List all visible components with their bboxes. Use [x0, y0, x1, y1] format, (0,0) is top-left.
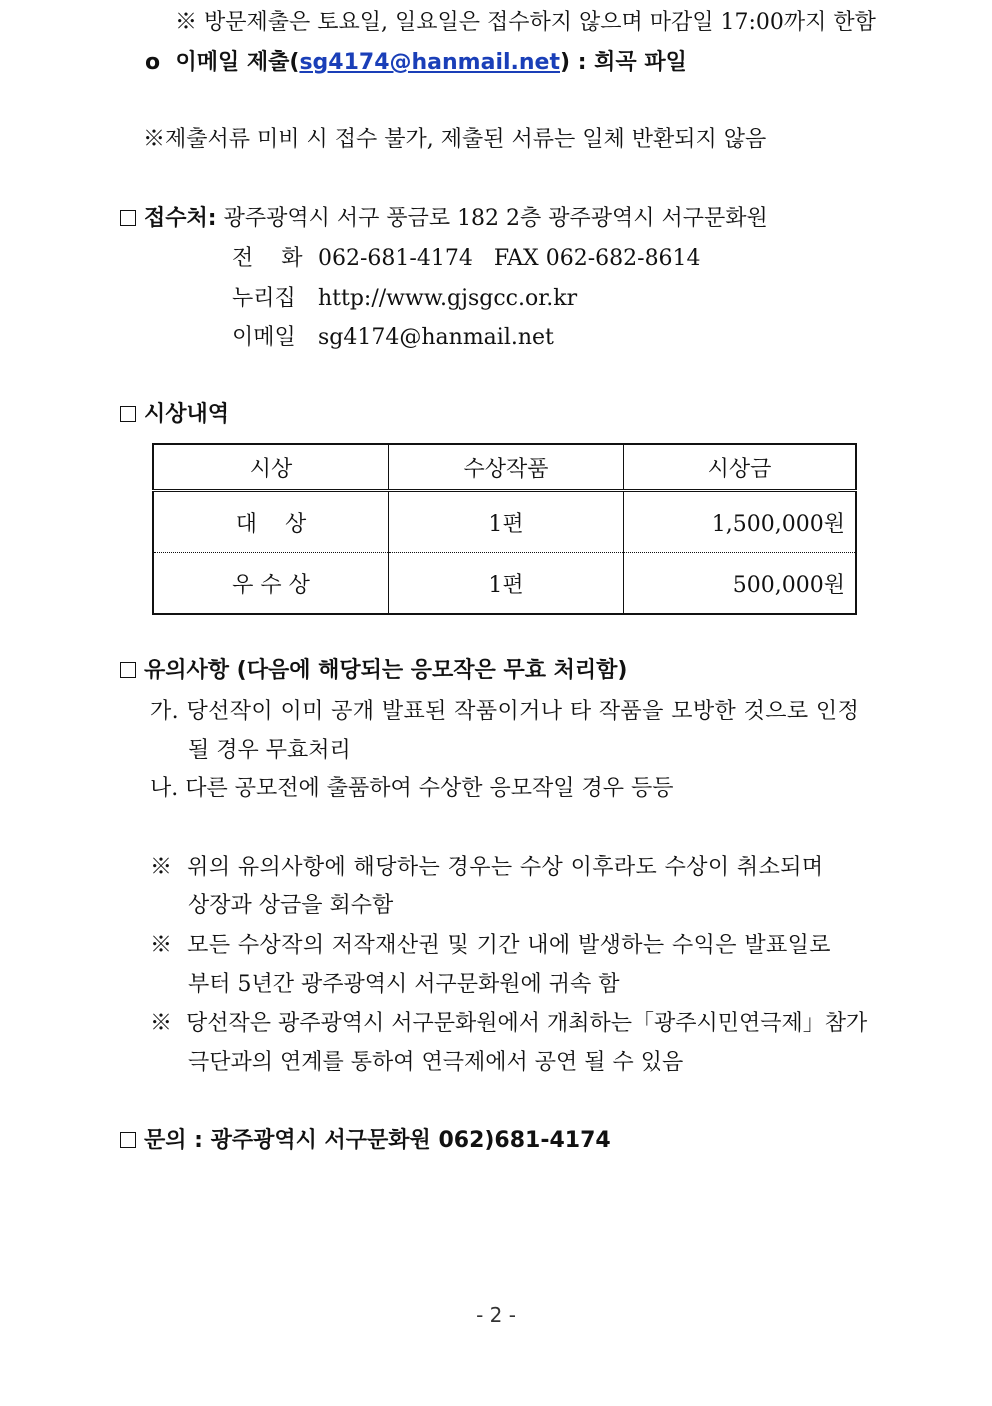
- caution-note-1: ※ 위의 유의사항에 해당하는 경우는 수상 이후라도 수상이 취소되며: [150, 855, 824, 880]
- awards-section: [120, 400, 229, 430]
- table-row: [153, 491, 856, 553]
- reception-row-value: 062-681-4174 FAX 062-682-8614: [318, 246, 701, 271]
- award-name: 우 수 상: [232, 572, 310, 598]
- caution-note-2-cont: 부터 5년간 광주광역시 서구문화원에 귀속 함: [188, 972, 620, 997]
- inquiry-text: 문의 : 광주광역시 서구문화원 062)681-4174: [144, 1128, 611, 1153]
- reception-row-website: [232, 284, 577, 314]
- checkbox-square-icon: [120, 210, 136, 226]
- award-prize: 500,000원: [624, 553, 857, 615]
- awards-table: [152, 443, 857, 615]
- bullet: o: [145, 50, 161, 75]
- reception-row-label: 전 화: [232, 246, 303, 271]
- caution-note-2: ※ 모든 수상작의 저작재산권 및 기간 내에 발생하는 수익은 발표일로: [150, 933, 831, 958]
- reception-address: 광주광역시 서구 풍금로 182 2층 광주광역시 서구문화원: [223, 206, 768, 231]
- checkbox-square-icon: [120, 406, 136, 422]
- caution-item-b: 나. 다른 공모전에 출품하여 수상한 응모작일 경우 등등: [150, 776, 674, 801]
- email-submission-prefix: 이메일 제출(: [175, 50, 300, 75]
- documents-note: ※제출서류 미비 시 접수 불가, 제출된 서류는 일체 반환되지 않음: [143, 127, 767, 152]
- reception-row-value[interactable]: sg4174@hanmail.net: [318, 325, 554, 350]
- caution-item-a: 가. 당선작이 이미 공개 발표된 작품이거나 타 작품을 모방한 것으로 인정: [150, 699, 860, 724]
- page-number: - 2 -: [476, 1303, 516, 1327]
- caution-note-3: ※ 당선작은 광주광역시 서구문화원에서 개최하는「광주시민연극제」참가: [150, 1011, 868, 1036]
- checkbox-square-icon: [120, 1132, 136, 1148]
- visit-submission-note: ※ 방문제출은 토요일, 일요일은 접수하지 않으며 마감일 17:00까지 한함: [175, 10, 876, 35]
- award-name: 대 상: [153, 491, 389, 553]
- inquiry-section: [120, 1126, 611, 1156]
- checkbox-square-icon: [120, 662, 136, 678]
- table-row: [153, 553, 856, 615]
- cautions-heading: 유의사항 (다음에 해당되는 응모작은 무효 처리함): [144, 658, 628, 683]
- reception-row-value[interactable]: http://www.gjsgcc.or.kr: [318, 286, 578, 311]
- reception-section: [120, 204, 768, 234]
- cautions-section: [120, 656, 627, 686]
- caution-note-3-cont: 극단과의 연계를 통하여 연극제에서 공연 될 수 있음: [188, 1050, 684, 1075]
- reception-row-email: [232, 323, 554, 353]
- column-header: 수상작품: [389, 444, 624, 491]
- caution-item-a-cont: 될 경우 무효처리: [188, 738, 351, 763]
- awards-heading: 시상내역: [144, 402, 230, 427]
- caution-note-1-cont: 상장과 상금을 회수함: [188, 893, 394, 918]
- email-submission-suffix: ) : 희곡 파일: [560, 50, 687, 75]
- email-submission-line: [145, 48, 687, 78]
- award-prize: 1,500,000원: [624, 491, 857, 553]
- reception-heading: 접수처:: [144, 206, 217, 231]
- award-works: 1편: [389, 553, 624, 615]
- award-works: 1편: [389, 491, 624, 553]
- reception-row-phone: [232, 244, 701, 274]
- column-header: 시상금: [624, 444, 857, 491]
- column-header: 시상: [153, 444, 389, 491]
- table-header-row: [153, 444, 856, 491]
- email-link[interactable]: sg4174@hanmail.net: [299, 50, 560, 75]
- reception-row-label: 누리집: [232, 286, 296, 311]
- reception-row-label: 이메일: [232, 325, 296, 350]
